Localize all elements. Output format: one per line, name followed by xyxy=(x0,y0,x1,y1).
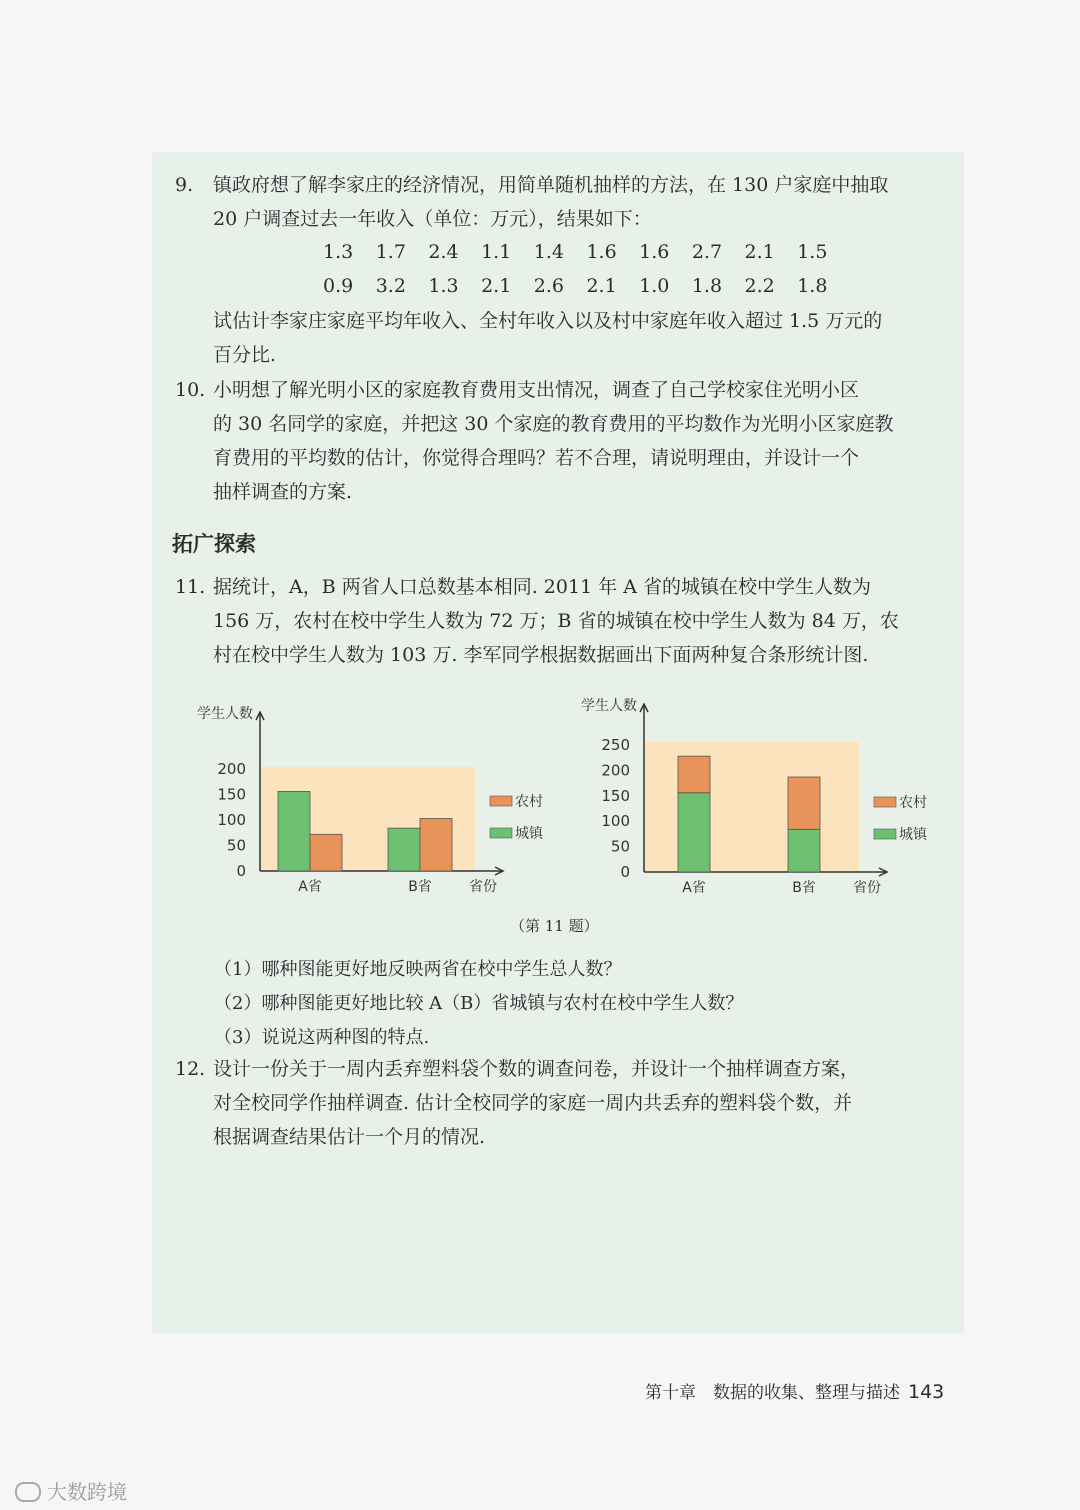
problem-number: 10. xyxy=(175,379,206,401)
data-value: 2.7 xyxy=(691,241,723,263)
bar-rural xyxy=(678,756,710,793)
sub-question-1: （1）哪种图能更好地反映两省在校中学生总人数？ xyxy=(214,959,622,980)
bar-rural xyxy=(310,834,342,871)
data-value: 2.6 xyxy=(533,275,564,297)
bar-rural xyxy=(420,818,452,871)
watermark-logo-icon xyxy=(15,1482,41,1502)
data-value: 1.6 xyxy=(586,241,617,263)
x-tick-label: A省 xyxy=(682,880,706,896)
data-row-1 xyxy=(323,241,850,263)
y-tick-label: 100 xyxy=(601,812,630,831)
problem-text: 试估计李家庄家庭平均年收入、全村年收入以及村中家庭年收入超过 1.5 万元的 xyxy=(213,310,883,332)
legend-label-urban: 城镇 xyxy=(515,826,543,842)
data-row-2 xyxy=(323,275,850,297)
y-tick-label: 250 xyxy=(601,736,630,754)
data-value: 1.3 xyxy=(323,241,354,263)
data-value: 1.5 xyxy=(797,241,828,263)
legend-label-urban: 城镇 xyxy=(899,827,927,843)
data-value: 1.4 xyxy=(533,241,564,263)
data-value: 1.0 xyxy=(639,275,670,297)
y-tick-label: 50 xyxy=(226,836,246,855)
y-tick-label: 200 xyxy=(217,760,246,778)
legend-label-rural: 农村 xyxy=(515,794,543,810)
x-axis-label: 省份 xyxy=(853,880,881,896)
problem-12 xyxy=(175,1052,950,1154)
y-tick-label: 0 xyxy=(236,862,246,880)
legend-swatch-urban xyxy=(874,829,896,839)
data-value: 2.1 xyxy=(744,241,775,263)
problem-9-question xyxy=(175,304,950,372)
problem-text: 对全校同学作抽样调查. 估计全校同学的家庭一周内共丢弃的塑料袋个数，并 xyxy=(213,1092,853,1114)
problem-text: 根据调查结果估计一个月的情况. xyxy=(213,1126,486,1148)
page-footer xyxy=(645,1378,944,1403)
legend-swatch-rural xyxy=(490,796,512,806)
problem-text: 20 户调查过去一年收入（单位：万元），结果如下： xyxy=(213,208,652,230)
chapter-title: 第十章 数据的收集、整理与描述 xyxy=(645,1383,900,1403)
data-value: 1.1 xyxy=(481,241,512,263)
x-tick-label: B省 xyxy=(792,880,816,896)
data-value: 2.2 xyxy=(744,275,775,297)
bar-urban xyxy=(388,828,420,871)
data-value: 1.7 xyxy=(375,241,406,263)
legend-swatch-rural xyxy=(874,797,896,807)
watermark-text: 大数跨境 xyxy=(47,1480,127,1504)
y-axis-label: 学生人数 xyxy=(581,698,637,714)
problem-text: 小明想了解光明小区的家庭教育费用支出情况，调查了自己学校家住光明小区 xyxy=(213,379,860,401)
page-number: 143 xyxy=(908,1381,945,1403)
grouped-bar-chart xyxy=(180,700,560,900)
y-tick-label: 150 xyxy=(217,785,246,804)
data-value: 3.2 xyxy=(375,275,406,297)
problem-text: 设计一份关于一周内丢弃塑料袋个数的调查问卷，并设计一个抽样调查方案， xyxy=(213,1058,860,1080)
data-value: 2.1 xyxy=(481,275,512,297)
y-axis-label: 学生人数 xyxy=(197,706,253,722)
problem-number: 11. xyxy=(175,576,206,598)
legend-swatch-urban xyxy=(490,828,512,838)
problem-number: 12. xyxy=(175,1058,206,1080)
sub-question-2: （2）哪种图能更好地比较 A（B）省城镇与农村在校中学生人数？ xyxy=(214,993,744,1014)
bar-urban xyxy=(788,829,820,872)
problem-10 xyxy=(175,373,950,509)
stacked-bar-chart xyxy=(562,690,942,900)
y-tick-label: 0 xyxy=(620,863,630,881)
data-value: 0.9 xyxy=(323,275,354,297)
y-tick-label: 50 xyxy=(610,837,630,856)
problem-9 xyxy=(175,168,950,236)
problem-text: 156 万，农村在校中学生人数为 72 万；B 省的城镇在校中学生人数为 84 万，农 xyxy=(213,610,899,632)
data-value: 1.8 xyxy=(691,275,723,297)
x-tick-label: B省 xyxy=(408,879,432,895)
problem-11 xyxy=(175,570,950,672)
section-heading: 拓广探索 xyxy=(172,532,256,556)
sub-question-3: （3）说说这两种图的特点. xyxy=(214,1027,430,1048)
problem-text: 百分比. xyxy=(213,344,277,366)
x-tick-label: A省 xyxy=(298,879,322,895)
problem-text: 的 30 名同学的家庭，并把这 30 个家庭的教育费用的平均数作为光明小区家庭教 xyxy=(213,413,894,435)
data-value: 1.8 xyxy=(797,275,828,297)
problem-text: 据统计，A，B 两省人口总数基本相同. 2011 年 A 省的城镇在校中学生人数为 xyxy=(213,576,871,598)
watermark xyxy=(15,1476,127,1505)
x-axis-label: 省份 xyxy=(469,879,497,895)
problem-number: 9. xyxy=(175,174,194,196)
bar-urban xyxy=(678,793,710,872)
figure-caption: （第 11 题） xyxy=(510,917,599,935)
data-value: 1.6 xyxy=(639,241,670,263)
y-tick-label: 200 xyxy=(601,761,630,780)
problem-text: 抽样调查的方案. xyxy=(213,481,353,503)
y-tick-label: 100 xyxy=(217,811,246,829)
data-value: 2.1 xyxy=(586,275,617,297)
bar-rural xyxy=(788,777,820,829)
plot-background xyxy=(644,742,859,872)
y-tick-label: 150 xyxy=(601,786,630,805)
data-value: 1.3 xyxy=(428,275,459,297)
bar-urban xyxy=(278,791,310,871)
problem-text: 育费用的平均数的估计，你觉得合理吗？若不合理，请说明理由，并设计一个 xyxy=(213,447,860,469)
data-value: 2.4 xyxy=(428,241,459,263)
legend-label-rural: 农村 xyxy=(899,795,927,811)
problem-text: 镇政府想了解李家庄的经济情况，用简单随机抽样的方法，在 130 户家庭中抽取 xyxy=(213,174,889,196)
problem-text: 村在校中学生人数为 103 万. 李军同学根据数据画出下面两种复合条形统计图. xyxy=(213,644,869,666)
